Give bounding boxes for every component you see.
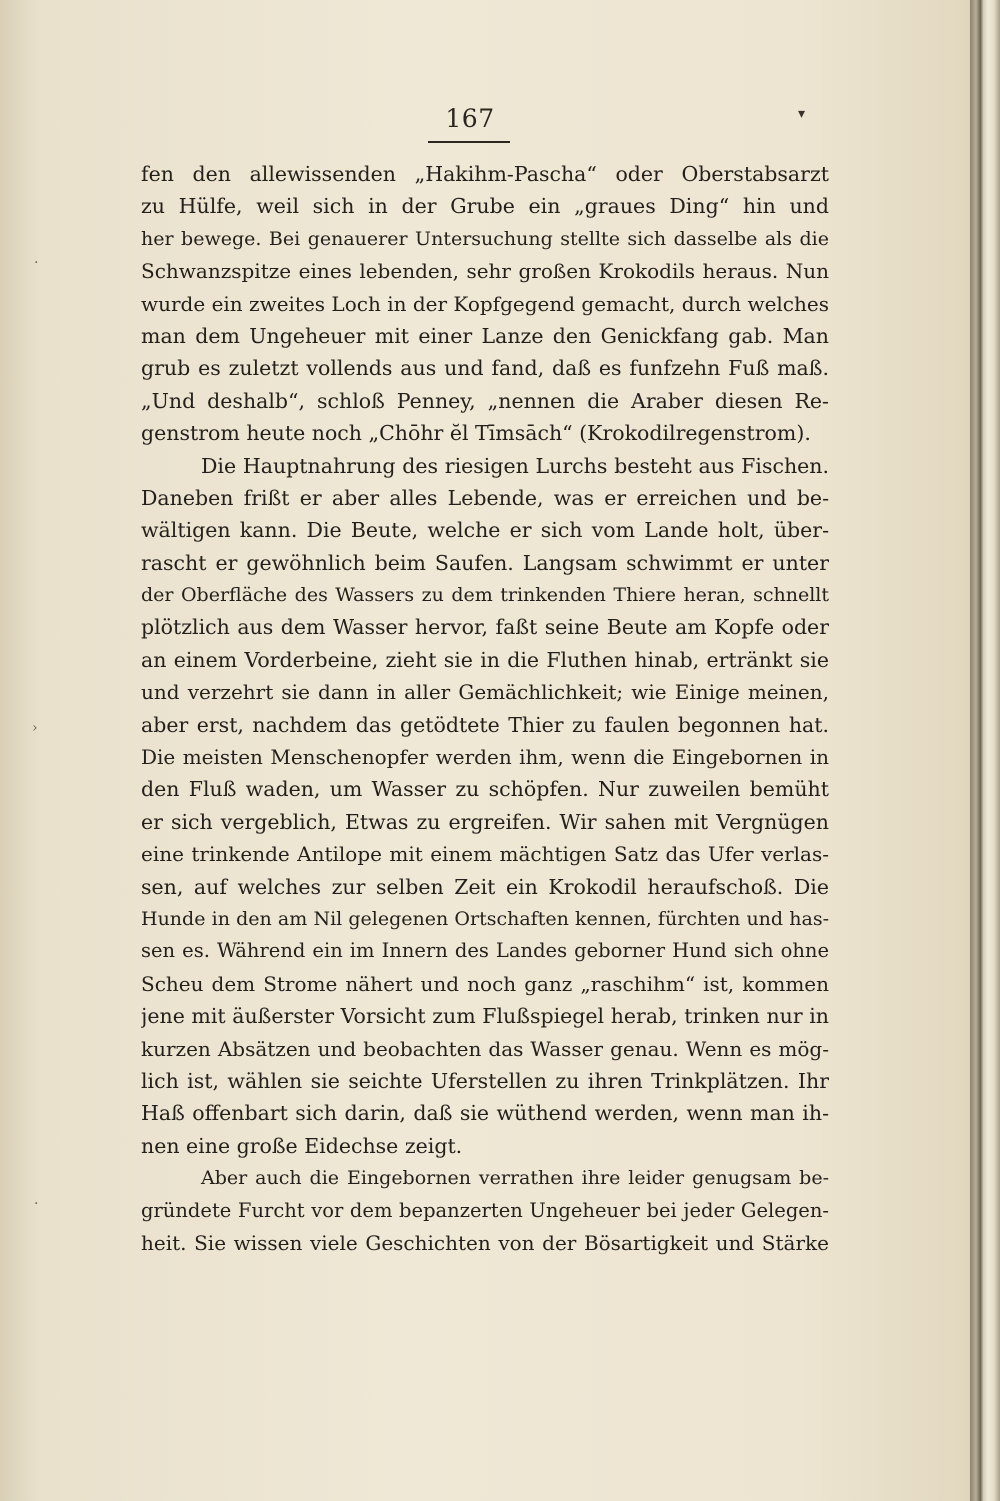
text-line: lich ist, wählen sie seichte Uferstellen zu ihren Trinkplätzen. Ihr [141, 1068, 829, 1093]
text-line: gründete Furcht vor dem bepanzerten Ungeheuer bei jeder Gelegen- [141, 1198, 829, 1222]
text-line: an einem Vorderbeine, zieht sie in die Fluthen hinab, ertränkt sie [141, 647, 829, 672]
text-line: Hunde in den am Nil gelegenen Ortschaften kennen, fürchten und has- [141, 907, 829, 930]
text-line: Scheu dem Strome nähert und noch ganz „raschihm“ ist, kommen [141, 971, 829, 996]
text-line: jene mit äußerster Vorsicht zum Flußspiegel herab, trinken nur in [141, 1004, 829, 1029]
margin-speck: · [34, 1196, 39, 1212]
page-number-rule [428, 141, 510, 143]
margin-speck: · [34, 255, 39, 271]
text-line: heit. Sie wissen viele Geschichten von der Bösartigkeit und Stärke [141, 1230, 829, 1255]
text-line: der Oberfläche des Wassers zu dem trinkenden Thiere heran, schnellt [141, 584, 829, 607]
text-line: rascht er gewöhnlich beim Saufen. Langsam schwimmt er unter [141, 550, 829, 575]
book-page-edge [970, 0, 1000, 1501]
text-line: sen es. Während ein im Innern des Landes geborner Hund sich ohne [141, 939, 829, 963]
text-line: Haß offenbart sich darin, daß sie wüthend werden, wenn man ih- [141, 1101, 829, 1126]
text-line: sen, auf welches zur selben Zeit ein Krokodil heraufschoß. Die [141, 874, 829, 899]
text-line: plötzlich aus dem Wasser hervor, faßt seine Beute am Kopfe oder [141, 615, 829, 640]
text-line: Daneben frißt er aber alles Lebende, was er erreichen und be- [141, 485, 829, 510]
text-line: Die Hauptnahrung des riesigen Lurchs besteht aus Fischen. [201, 453, 829, 478]
text-line: zu Hülfe, weil sich in der Grube ein „graues Ding“ hin und [141, 194, 829, 219]
text-line: er sich vergeblich, Etwas zu ergreifen. Wir sahen mit Vergnügen [141, 809, 829, 834]
corner-mark: ▾ [798, 106, 806, 122]
text-line: genstrom heute noch „Chōhr ĕl Tīmsāch“ (Krokodilregenstrom). [141, 421, 811, 446]
text-line: man dem Ungeheuer mit einer Lanze den Genickfang gab. Man [141, 323, 829, 348]
text-line: und verzehrt sie dann in aller Gemächlichkeit; wie Einige meinen, [141, 680, 829, 705]
text-line: Aber auch die Eingebornen verrathen ihre leider genugsam be- [201, 1167, 829, 1190]
text-line: wältigen kann. Die Beute, welche er sich vom Lande holt, über- [141, 518, 829, 543]
text-line: aber erst, nachdem das getödtete Thier zu faulen begonnen hat. [141, 712, 829, 737]
text-line: eine trinkende Antilope mit einem mächtigen Satz das Ufer verlas- [141, 842, 829, 867]
text-line: „Und deshalb“, schloß Penney, „nennen die Araber diesen Re- [141, 388, 829, 413]
page-number: 167 [445, 104, 495, 133]
text-line: Die meisten Menschenopfer werden ihm, wenn die Eingebornen in [141, 745, 829, 770]
text-line: Schwanzspitze eines lebenden, sehr großen Krokodils heraus. Nun [141, 259, 829, 284]
margin-arrow-mark: › [32, 720, 38, 736]
text-line: nen eine große Eidechse zeigt. [141, 1133, 463, 1158]
text-line: den Fluß waden, um Wasser zu schöpfen. Nur zuweilen bemüht [141, 777, 829, 802]
text-line: kurzen Absätzen und beobachten das Wasser genau. Wenn es mög- [141, 1036, 829, 1061]
text-line: wurde ein zweites Loch in der Kopfgegend gemacht, durch welches [141, 291, 829, 316]
text-line: fen den allewissenden „Hakihm-Pascha“ oder Oberstabsarzt [141, 162, 829, 186]
text-line: grub es zuletzt vollends aus und fand, daß es funfzehn Fuß maß. [141, 356, 829, 381]
text-line: her bewege. Bei genauerer Untersuchung stellte sich dasselbe als die [141, 227, 829, 250]
body-text [141, 158, 829, 1259]
